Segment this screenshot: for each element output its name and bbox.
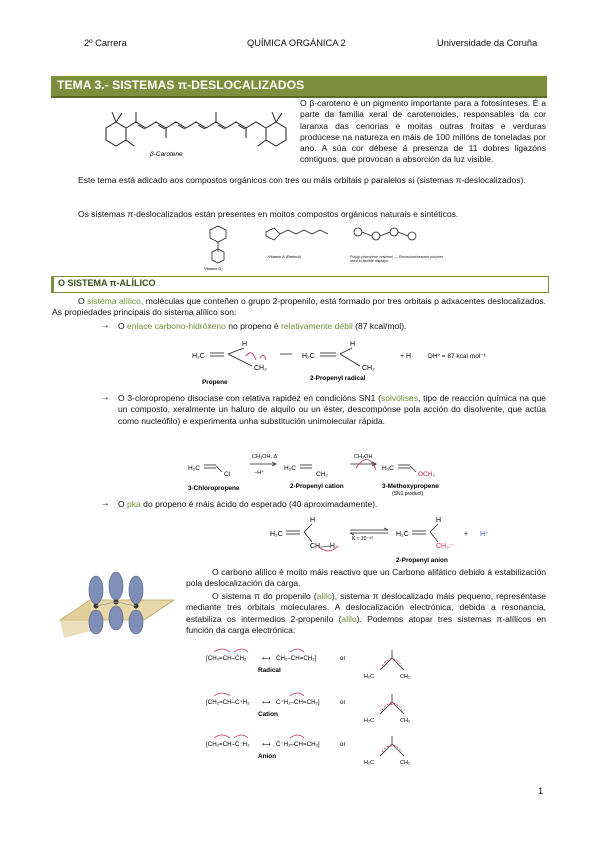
svg-text:H: H [436,517,442,524]
svg-text:CH₂: CH₂ [400,718,411,724]
section-header [51,276,549,293]
dh-value: DH° = 87 kcal mol⁻¹ [428,353,486,360]
svg-text:or: or [340,741,346,748]
reaction-sn1 [186,448,486,498]
svg-text:H₂C: H₂C [364,674,375,680]
svg-text:H₂C: H₂C [364,760,375,766]
beta-carotene-label: β-Carotene [150,151,183,158]
chloropropene-label: 3-Chloropropene [188,485,240,492]
svg-text:[CH₂=CH–C⁺H₂: [CH₂=CH–C⁺H₂ [206,699,250,706]
vitamin-d-label: Vitamin D₂ [204,266,223,271]
section-title: O SISTEMA π-ALÍLICO [58,278,156,288]
svg-text:⟷: ⟷ [262,699,271,706]
cation-label: Cation [258,711,278,718]
reaction-propene-radical [190,336,490,388]
vitamin-a-label: Vitamin A (Retinol) [268,254,301,259]
svg-text:CH₃OH: CH₃OH [354,454,373,460]
svg-text:or: or [340,655,346,662]
intro-paragraph-3: Os sistemas π-deslocalizados están presentes en moitos compostos orgánicos naturais e sintéticos. [78,209,459,219]
svg-text:H: H [350,341,356,348]
svg-text:H₂C: H₂C [188,465,200,472]
polymer-label: Poly(p-phenylene vinylene) — Electroluminescent polymer used in flexible displays [350,255,444,264]
svg-text:[CH₂=CH–ĊH₂: [CH₂=CH–ĊH₂ [206,655,247,662]
arrow-bullet-icon: → [100,320,110,331]
svg-text:K ≈ 10⁻⁴⁰: K ≈ 10⁻⁴⁰ [352,536,374,542]
propenyl-radical-label: 2-Propenyl radical [310,375,366,382]
header-right: Universidade da Coruña [437,38,538,48]
beta-carotene-figure [92,98,292,162]
svg-text:H₂C: H₂C [270,531,283,538]
svg-text:−H⁺: −H⁺ [254,470,265,476]
svg-text:H₂C: H₂C [302,353,315,360]
reaction-propenyl-anion [268,514,508,566]
allyl-intro-paragraph: O sistema alílico, moléculas que conteñen o grupo 2-propenilo, está formado por tres orbitais p adxacentes deslocalizados. As propiedades principais do sistema alílico son: [52,296,546,318]
svg-text:or: or [340,699,346,706]
allyl-pi-system-paragraph: O sistema π do propenilo (alilo), sistema π deslocalizado máis pequeno, represéntase mediante tres orbitais moleculares. A deslocalización electrónica, debida a resonancia, estabiliza os intermedios 2-propenilo (alilo). Podemos atopar tres sistemas π-alílicos en función da carga electrónica. [186,591,546,635]
natural-compounds-figure [190,222,440,272]
intro-paragraph-1: O β-caroteno é un pigmento importante para a fotosínteses. É a parte da familia xeral de carotenoides, responsables da cor laranxa das cenorias e moitas outras froitas e verduras prodúcese na natureza en máis de 100 millóns de toneladas por ano. A súa cor débese á presenza de 11 dobres ligazóns contiguos, que provocan a absorción da luz visible. [300,98,546,165]
svg-text:CH₂—H: CH₂—H [310,543,335,550]
radical-label: Radical [258,667,281,674]
svg-text:Cl: Cl [224,471,231,478]
header-center: QUÍMICA ORGÁNICA 2 [247,38,346,48]
propenyl-anion-label: 2-Propenyl anion [396,557,448,564]
resonance-structures-figure [204,648,444,776]
svg-text:CH₂: CH₂ [400,674,411,680]
svg-text:H₂C: H₂C [284,465,296,472]
svg-text:CH₂: CH₂ [254,365,267,372]
svg-text:⟷: ⟷ [262,655,271,662]
svg-text:CH₂: CH₂ [362,365,375,372]
header-left: 2º Carrera [84,38,127,48]
svg-text:CH₂:⁻: CH₂:⁻ [436,543,455,550]
svg-text:⟷: ⟷ [262,741,271,748]
bullet-2: O 3-cloropropeno disociase con relativa rapidez en condicións SN1 (solvólises, tipo de reacción química na que un composto, xeralmente un haluro de alquilo ou un éster, descompónse pola acción do disolvente, que actúa como nucleófilo) e experimenta unha substitución unimolecular rápida. [118,393,546,426]
svg-text:H₂C: H₂C [396,531,409,538]
propene-label: Propene [202,379,228,386]
svg-text:C̈⁻H₂–CH=CH₂]: C̈⁻H₂–CH=CH₂] [276,741,320,748]
svg-text:CH₃OH, Δ: CH₃OH, Δ [252,454,278,460]
svg-text:H₂C: H₂C [192,353,205,360]
methoxypropene-label: 3-Methoxypropene [382,483,439,490]
page-title: TEMA 3.- SISTEMAS π-DESLOCALIZADOS [57,78,305,92]
svg-text:OCH₃: OCH₃ [418,471,436,478]
bullet-1: O enlace carbono-hidróxeno no propeno é relativamente débil (87 kcal/mol). [118,321,407,331]
svg-text:+: + [390,702,394,708]
arrow-bullet-icon: → [100,498,110,509]
svg-text:H: H [242,341,248,348]
svg-text:−: − [390,744,394,750]
svg-text:+: + [464,531,469,538]
sn1-product-label: (SN1 product) [392,491,424,497]
svg-text:CH₂: CH₂ [400,760,411,766]
svg-text:ĊH₂–CH=CH₂]: ĊH₂–CH=CH₂] [276,655,317,662]
svg-text:H: H [310,517,316,524]
allyl-carbon-paragraph: O carbono alílico é moito máis reactivo que un Carbono alifático debido á estabilización pola deslocalización da carga. [186,567,546,589]
svg-text:H₂C: H₂C [364,718,375,724]
propenyl-cation-label: 2-Propenyl cation [290,483,344,490]
title-bar [51,76,547,98]
page-number: 1 [538,786,544,796]
arrow-bullet-icon: → [100,392,110,403]
anion-label: Anion [258,753,277,760]
svg-text:C⁺H₂–CH=CH₂]: C⁺H₂–CH=CH₂] [276,699,320,706]
svg-text:H⁺: H⁺ [480,531,489,538]
svg-text:CH₂: CH₂ [316,471,328,478]
svg-text:+ H·: + H· [400,353,414,360]
svg-text:H₂C: H₂C [382,465,394,472]
bullet-3: O pka do propeno é máis ácido do esperado (40 aproximadamente). [118,499,378,509]
svg-text:[CH₂=CH–C̈⁻H₂: [CH₂=CH–C̈⁻H₂ [206,741,250,748]
intro-paragraph-2: Este tema está adicado aos compostos orgánicos con tres ou máis orbitais p paralelos si (sistemas π-deslocalizados). [78,175,526,185]
